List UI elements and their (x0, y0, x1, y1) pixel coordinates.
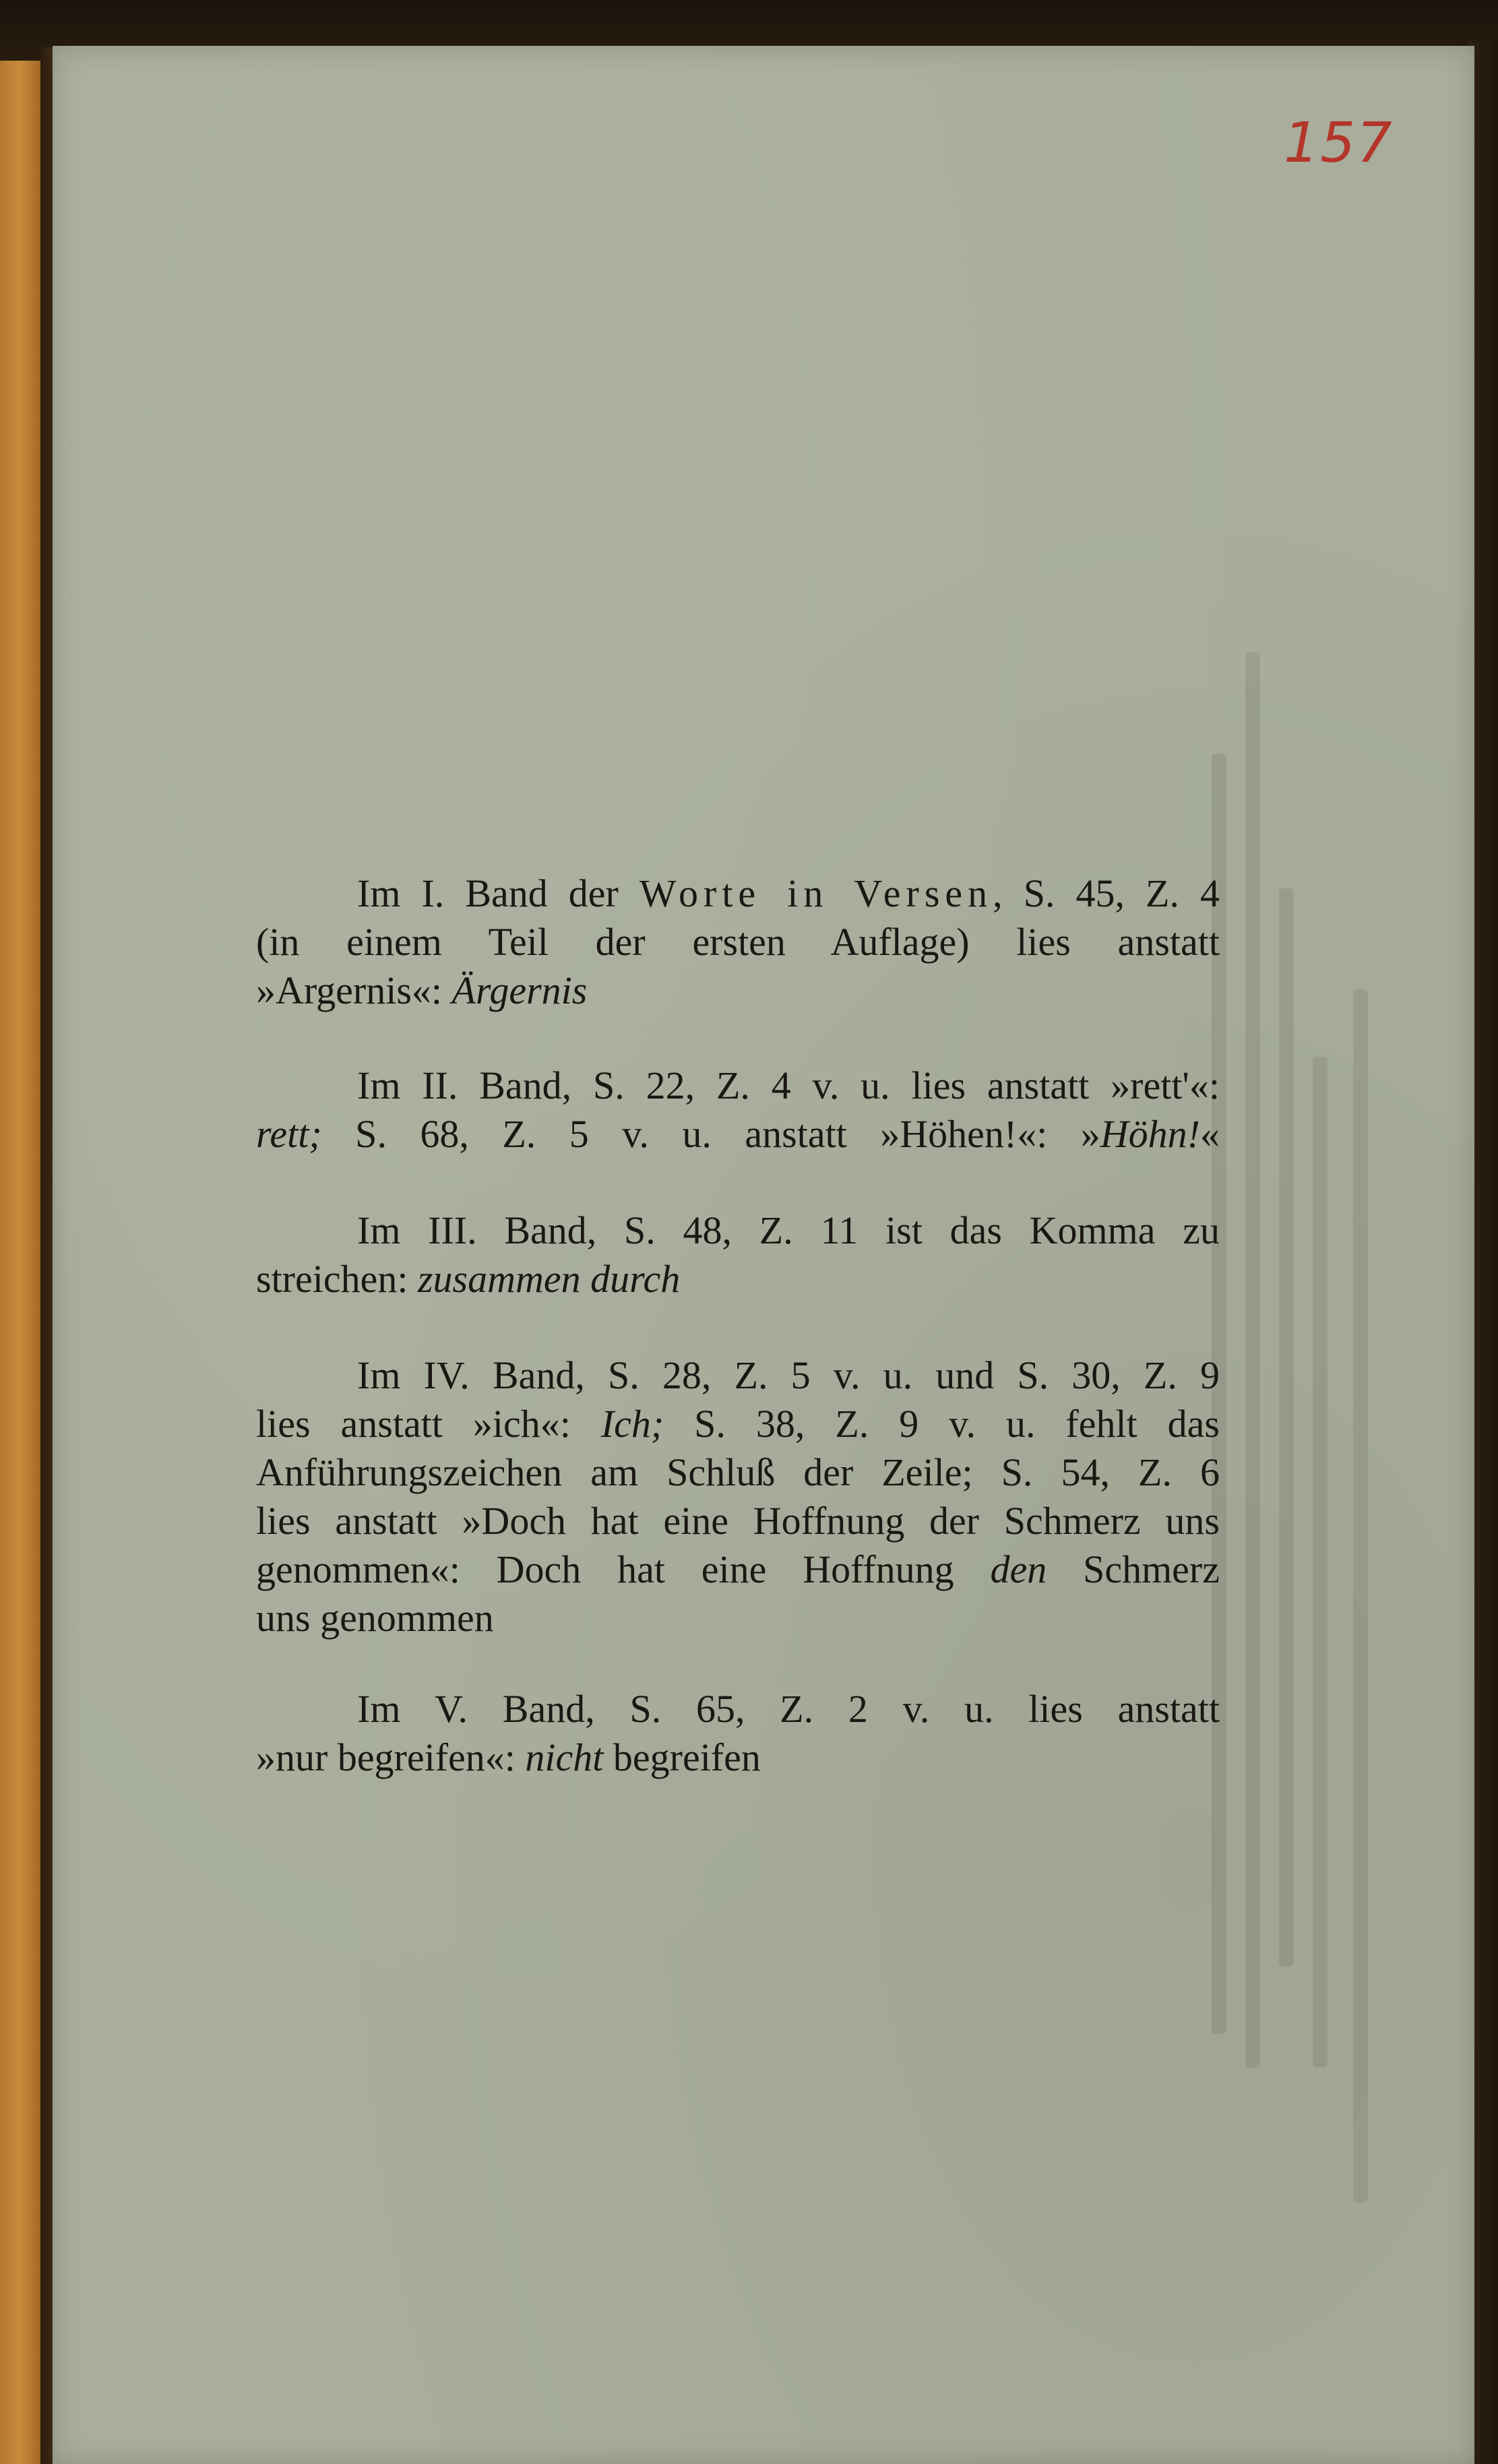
errata-line: Im I. Band der Worte in Versen, S. 45, Z. 4 (357, 871, 1220, 915)
errata-block-band-4 (256, 1351, 1220, 1642)
errata-block-band-2 (256, 1061, 1220, 1159)
errata-line: lies anstatt »Doch hat eine Hoffnung der Schmerz uns (256, 1499, 1220, 1543)
errata-line: uns genommen (256, 1596, 494, 1640)
errata-line: »nur begreifen«: nicht begreifen (256, 1735, 761, 1779)
errata-line: streichen: zusammen durch (256, 1257, 681, 1301)
errata-line: Im IV. Band, S. 28, Z. 5 v. u. und S. 30, Z. 9 (357, 1353, 1220, 1397)
errata-line: Im III. Band, S. 48, Z. 11 ist das Komma zu (357, 1208, 1220, 1252)
folio-number: 157 (1284, 111, 1394, 175)
errata-line: genommen«: Doch hat eine Hoffnung den Schmerz (256, 1547, 1220, 1591)
errata-line: Im II. Band, S. 22, Z. 4 v. u. lies anstatt »rett'«: (357, 1064, 1220, 1107)
errata-line: lies anstatt »ich«: Ich; S. 38, Z. 9 v. u. fehlt das (256, 1402, 1220, 1446)
errata-block-band-5 (256, 1685, 1220, 1782)
errata-line: (in einem Teil der ersten Auflage) lies anstatt (256, 920, 1220, 964)
errata-line: Anführungszeichen am Schluß der Zeile; S. 54, Z. 6 (256, 1450, 1220, 1494)
errata-block-band-3 (256, 1206, 1220, 1303)
errata-block-band-1 (256, 869, 1220, 1015)
show-through-reverse-text (1198, 652, 1400, 2203)
errata-line: rett; S. 68, Z. 5 v. u. anstatt »Höhen!«: »Höhn!« (256, 1112, 1220, 1156)
errata-line: Im V. Band, S. 65, Z. 2 v. u. lies anstatt (357, 1687, 1220, 1731)
errata-line: »Argernis«: Ärgernis (256, 968, 588, 1012)
